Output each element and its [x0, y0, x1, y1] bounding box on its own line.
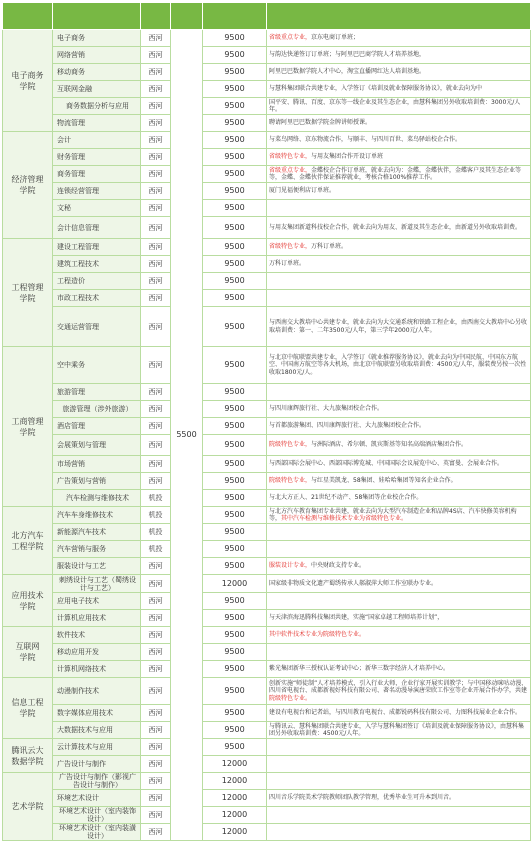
table-row: [3, 524, 531, 541]
note-highlight: 省级特色专业，: [269, 153, 312, 161]
major-name: 软件技术: [53, 627, 141, 644]
note-text: 创新实施“师徒制”人才培养模式，引入行业大师，企业行家开展实训教学；与中国移动咪咕动漫、四川省电视台、成都新视好科技有限公司、著名动漫导演唐荣欣工作室等企业开展合作办学，共建: [269, 679, 528, 695]
fee-cell: 12000: [203, 575, 267, 593]
note-cell: [267, 239, 531, 256]
fee-cell: 12000: [203, 824, 267, 841]
major-name: 环境艺术设计（室内装饰设计）: [53, 807, 141, 824]
major-name: 网络营销: [53, 47, 141, 64]
col-header-major: [53, 3, 141, 30]
major-name: 互联网金融: [53, 81, 141, 98]
campus-cell: 西河: [141, 239, 171, 256]
major-name: 广告设计与制作（影视广告设计与制作）: [53, 773, 141, 790]
note-highlight: 其中汽车检测与维修技术专业为省级特色专业。: [281, 515, 408, 522]
note-highlight: 其中软件技术专业为院级特色专业。: [269, 631, 366, 639]
table-row: [3, 739, 531, 756]
note-highlight: 院级特色专业，: [269, 477, 312, 485]
note-text: 万科订单班。: [269, 260, 306, 268]
table-row: [3, 541, 531, 558]
fee-cell: 9500: [203, 627, 267, 644]
admissions-table: [2, 2, 531, 841]
note-cell: [267, 307, 531, 347]
fee-cell: 12000: [203, 756, 267, 773]
campus-cell: 西河: [141, 98, 171, 115]
table-row: [3, 773, 531, 790]
note-cell: [267, 200, 531, 217]
campus-cell: 西河: [141, 200, 171, 217]
major-name: 汽车车身维修技术: [53, 507, 141, 524]
fee-cell: 9500: [203, 200, 267, 217]
major-name: 应用电子技术: [53, 593, 141, 610]
campus-cell: 西河: [141, 627, 171, 644]
col-header-campus: [141, 3, 171, 30]
table-row: [3, 756, 531, 773]
campus-cell: 西河: [141, 290, 171, 307]
campus-cell: 西河: [141, 384, 171, 401]
note-cell: [267, 678, 531, 705]
note-text: 中央财政支持专业。: [311, 562, 366, 570]
fee-cell: 9500: [203, 347, 267, 384]
fee-cell: 9500: [203, 401, 267, 418]
col-header-note: [267, 3, 531, 30]
note-cell: [267, 507, 531, 524]
table-row: [3, 256, 531, 273]
note-text: 国平安、腾讯、百度、京东等一线企业及其生态企业，由慧科集团另外收取培训费：3000元/人年。: [269, 98, 521, 113]
note-cell: [267, 217, 531, 239]
major-name: 汽车营销与服务: [53, 541, 141, 558]
table-row: [3, 705, 531, 722]
major-name: 市政工程技术: [53, 290, 141, 307]
fee-cell: 9500: [203, 273, 267, 290]
college-name: 腾讯云大 数据学院: [3, 739, 53, 773]
table-row: [3, 217, 531, 239]
campus-cell: 西河: [141, 456, 171, 473]
table-row: [3, 81, 531, 98]
fee-cell: 9500: [203, 239, 267, 256]
note-text: 与西部国际会展中心、西部国际博览城、中国国际会议展览中心、英富曼、会展业合作。: [269, 460, 504, 468]
note-text: 金蝶校企合作订单班，就业去向为：金蝶，金蝶伙伴，金蝶客户及其生态企业等等，金蝶、金蝶伙伴保证推荐就业，考核合格100%推荐工作。: [269, 166, 522, 181]
college-name: 工程管理 学院: [3, 239, 53, 347]
major-name: 建筑工程技术: [53, 256, 141, 273]
major-name: 物流管理: [53, 115, 141, 132]
note-text: 与慧科集团联合共建专业，入学签订《培训及就业保障服务协议》，就业去向为中: [269, 85, 483, 93]
major-name: 动漫制作技术: [53, 678, 141, 705]
fee-cell: 9500: [203, 183, 267, 200]
major-name: 会计信息管理: [53, 217, 141, 239]
fee-cell: 9500: [203, 290, 267, 307]
campus-cell: 机投: [141, 507, 171, 524]
fee-cell: 9500: [203, 661, 267, 678]
table-row: [3, 593, 531, 610]
campus-cell: 西河: [141, 739, 171, 756]
fee-cell: 9500: [203, 256, 267, 273]
note-cell: [267, 722, 531, 739]
campus-cell: 西河: [141, 256, 171, 273]
major-name: 电子商务: [53, 30, 141, 47]
note-cell: [267, 524, 531, 541]
college-name: 应用技术 学院: [3, 575, 53, 627]
campus-cell: 西河: [141, 644, 171, 661]
note-text: 与腾讯云、慧科集团联合共建专业，入学与慧科集团签订《培训及就业保障服务协议》，由慧科集团另外收取培训费：4500元/人年。: [269, 722, 525, 737]
major-name: 商务管理: [53, 166, 141, 183]
table-row: [3, 30, 531, 47]
fee-cell: 9500: [203, 739, 267, 756]
note-cell: [267, 661, 531, 678]
major-name: 移动商务: [53, 64, 141, 81]
note-cell: [267, 773, 531, 790]
college-name: 互联网 学院: [3, 627, 53, 678]
table-row: [3, 166, 531, 183]
note-highlight: 省级重点专业，: [269, 166, 312, 174]
note-text: 与韵达快递签订订单班；与阿里巴巴商学院人才培养基地，: [269, 51, 426, 59]
major-name: 数字媒体应用技术: [53, 705, 141, 722]
table-row: [3, 418, 531, 435]
table-row: [3, 644, 531, 661]
table-row: [3, 661, 531, 678]
note-cell: [267, 290, 531, 307]
note-cell: [267, 627, 531, 644]
note-cell: [267, 807, 531, 824]
table-row: [3, 824, 531, 841]
note-highlight: 院级特色专业。: [269, 694, 312, 702]
major-name: 计算机网络技术: [53, 661, 141, 678]
note-cell: [267, 644, 531, 661]
major-name: 酒店管理: [53, 418, 141, 435]
major-name: 广告策划与营销: [53, 473, 141, 490]
note-text: 阿里巴巴数据学院人才中心，淘宝直播网红达人培训基地。: [269, 68, 426, 76]
campus-cell: 西河: [141, 678, 171, 705]
table-row: [3, 290, 531, 307]
table-row: [3, 47, 531, 64]
fee-cell: 12000: [203, 807, 267, 824]
major-name: 会计: [53, 132, 141, 149]
major-name: 大数据技术与应用: [53, 722, 141, 739]
note-text: 京东电商订单班；: [311, 34, 360, 42]
major-name: 移动应用开发: [53, 644, 141, 661]
major-name: 旅游管理（涉外旅游）: [53, 401, 141, 418]
campus-cell: 西河: [141, 473, 171, 490]
fee-cell: 9500: [203, 456, 267, 473]
fee-cell: 9500: [203, 524, 267, 541]
note-cell: [267, 435, 531, 456]
campus-cell: 西河: [141, 347, 171, 384]
table-header-row: [3, 3, 531, 30]
major-name: 旅游管理: [53, 384, 141, 401]
note-text: 与首都旅游集团、四川康辉旅行社、大九旅集团校企合作。: [269, 422, 426, 430]
campus-cell: 西河: [141, 824, 171, 841]
note-text: 与用友集团新道科技校企合作，就业去向为用友、新道及其生态企业，由新道另外收取培训费。: [269, 223, 522, 231]
table-row: [3, 115, 531, 132]
major-name: 建设工程管理: [53, 239, 141, 256]
col-header-quota: [171, 3, 203, 30]
note-cell: [267, 593, 531, 610]
fee-cell: 9500: [203, 307, 267, 347]
note-cell: [267, 401, 531, 418]
note-text: 与北京中航联盟共建专业，入学签订《就业推荐服务协议》，就业去向为中国民航、中国东方航空、中国南方航空等各大机场，由北京中航联盟另收取培训费：4500元/人年，服装费另按一次性收取1800元/人。: [269, 353, 527, 376]
note-cell: [267, 81, 531, 98]
table-row: [3, 575, 531, 593]
note-cell: [267, 47, 531, 64]
fee-cell: 9500: [203, 558, 267, 575]
fee-cell: 9500: [203, 678, 267, 705]
major-name: 交通运营管理: [53, 307, 141, 347]
note-highlight: 省级特色专业，: [269, 243, 312, 251]
fee-cell: 9500: [203, 541, 267, 558]
campus-cell: 西河: [141, 705, 171, 722]
table-row: [3, 678, 531, 705]
table-row: [3, 558, 531, 575]
note-text: 与四川康辉旅行社、大九旅集团校企合作。: [269, 405, 384, 413]
table-row: [3, 98, 531, 115]
table-row: [3, 347, 531, 384]
table-row: [3, 610, 531, 627]
major-name: 会展策划与管理: [53, 435, 141, 456]
major-name: 文秘: [53, 200, 141, 217]
note-text: 与用友集团合作开设订单班: [311, 153, 384, 161]
major-name: 环境艺术设计: [53, 790, 141, 807]
fee-cell: 9500: [203, 217, 267, 239]
note-cell: [267, 756, 531, 773]
table-row: [3, 183, 531, 200]
note-cell: [267, 558, 531, 575]
fee-cell: 9500: [203, 610, 267, 627]
note-cell: [267, 824, 531, 841]
college-name: 经济管理 学院: [3, 132, 53, 239]
fee-cell: 12000: [203, 773, 267, 790]
note-cell: [267, 183, 531, 200]
campus-cell: 西河: [141, 47, 171, 64]
note-highlight: 院级特色专业，: [269, 441, 312, 449]
note-cell: [267, 384, 531, 401]
table-row: [3, 790, 531, 807]
note-cell: [267, 705, 531, 722]
table-row: [3, 627, 531, 644]
fee-cell: 9500: [203, 384, 267, 401]
fee-cell: 9500: [203, 593, 267, 610]
note-text: 紫光集团新华三授权认证考试中心；新华三数字经济人才培养中心。: [269, 665, 450, 673]
table-row: [3, 384, 531, 401]
campus-cell: 西河: [141, 418, 171, 435]
campus-cell: 西河: [141, 149, 171, 166]
fee-cell: 9500: [203, 435, 267, 456]
table-row: [3, 456, 531, 473]
campus-cell: 西河: [141, 593, 171, 610]
table-row: [3, 807, 531, 824]
note-cell: [267, 98, 531, 115]
note-text: 厦门见福便利店订单班。: [269, 187, 336, 195]
fee-cell: 9500: [203, 115, 267, 132]
college-name: 电子商务 学院: [3, 30, 53, 132]
note-cell: [267, 790, 531, 807]
fee-cell: 9500: [203, 98, 267, 115]
fee-cell: 9500: [203, 30, 267, 47]
campus-cell: 西河: [141, 307, 171, 347]
note-text: 四川音乐学院美术学院教师团队教学管理，优秀毕业生可升本到川音。: [269, 794, 456, 802]
note-cell: [267, 541, 531, 558]
fee-cell: 9500: [203, 64, 267, 81]
table-row: [3, 401, 531, 418]
fee-cell: 9500: [203, 132, 267, 149]
note-text: 与红星美凯龙、58集团、娃哈哈集团等知名企业合作。: [311, 477, 457, 485]
note-cell: [267, 64, 531, 81]
note-text: 聘请阿里巴巴数据学院金牌讲师授课。: [269, 119, 372, 127]
campus-cell: 西河: [141, 722, 171, 739]
major-name: 计算机应用技术: [53, 610, 141, 627]
campus-cell: 西河: [141, 217, 171, 239]
campus-cell: 西河: [141, 661, 171, 678]
note-text: 与西南交大教培中心共建专业，就业去向为大交通系统和铁路工程企业，由西南交大教培中心另收取培训费：第一、二年3500元/人年，第三学年2000元/人年。: [269, 319, 528, 334]
table-row: [3, 307, 531, 347]
note-cell: [267, 610, 531, 627]
college-name: 信息工程 学院: [3, 678, 53, 739]
major-name: 市场营销: [53, 456, 141, 473]
note-cell: [267, 575, 531, 593]
major-name: 连锁经营管理: [53, 183, 141, 200]
table-row: [3, 200, 531, 217]
major-name: 财务管理: [53, 149, 141, 166]
major-name: 广告设计与制作: [53, 756, 141, 773]
campus-cell: 机投: [141, 490, 171, 507]
campus-cell: 西河: [141, 756, 171, 773]
campus-cell: 西河: [141, 183, 171, 200]
table-row: [3, 473, 531, 490]
note-cell: [267, 490, 531, 507]
college-name: 艺术学院: [3, 773, 53, 841]
fee-cell: 9500: [203, 705, 267, 722]
fee-cell: 9500: [203, 418, 267, 435]
campus-cell: 西河: [141, 273, 171, 290]
note-cell: [267, 256, 531, 273]
fee-cell: 9500: [203, 722, 267, 739]
campus-cell: 西河: [141, 558, 171, 575]
major-name: 环境艺术设计（室内装潢设计）: [53, 824, 141, 841]
campus-cell: 西河: [141, 610, 171, 627]
table-row: [3, 64, 531, 81]
table-row: [3, 507, 531, 524]
table-row: [3, 435, 531, 456]
note-cell: [267, 30, 531, 47]
major-name: 商务数据分析与应用: [53, 98, 141, 115]
note-cell: [267, 132, 531, 149]
campus-cell: 西河: [141, 115, 171, 132]
fee-cell: 9500: [203, 81, 267, 98]
fee-cell: 12000: [203, 790, 267, 807]
college-name: 北方汽车 工程学院: [3, 507, 53, 575]
campus-cell: 西河: [141, 30, 171, 47]
fee-cell: 9500: [203, 644, 267, 661]
note-cell: [267, 166, 531, 183]
note-text: 与天津滨海迅腾科技集团共建，实施“国家卓越工程师培养计划”，: [269, 614, 444, 622]
campus-cell: 机投: [141, 524, 171, 541]
note-cell: [267, 115, 531, 132]
note-cell: [267, 739, 531, 756]
campus-cell: 西河: [141, 790, 171, 807]
note-text: 国家级非物质文化遗产蜀绣传承人郝淑萍大师工作室联办专业。: [269, 579, 438, 587]
campus-cell: 机投: [141, 541, 171, 558]
table-row: [3, 273, 531, 290]
note-cell: [267, 473, 531, 490]
major-name: 云计算技术与应用: [53, 739, 141, 756]
quota-total: 5500: [171, 30, 203, 841]
fee-cell: 9500: [203, 149, 267, 166]
major-name: 刺绣设计与工艺（蜀绣设计与工艺）: [53, 575, 141, 593]
col-header-fee: [203, 3, 267, 30]
note-text: 与北大方正人、21世纪不动产、58集团等企业校企合作。: [269, 494, 423, 502]
fee-cell: 9500: [203, 166, 267, 183]
major-name: 新能源汽车技术: [53, 524, 141, 541]
note-highlight: 服装设计专业，: [269, 562, 312, 570]
note-cell: [267, 149, 531, 166]
note-cell: [267, 347, 531, 384]
table-row: [3, 239, 531, 256]
col-header-college: [3, 3, 53, 30]
fee-cell: 9500: [203, 473, 267, 490]
campus-cell: 西河: [141, 64, 171, 81]
campus-cell: 西河: [141, 401, 171, 418]
note-text: 建设有电视台和记者站，与四川教育电视台、成都锐码科技有限公司、力图科技展业企业合作。: [269, 709, 522, 717]
campus-cell: 西河: [141, 132, 171, 149]
note-text: 与菜鸟网络、京东物流合作，与顺丰、与四川百世、菜鸟驿站校企合作。: [269, 136, 462, 144]
campus-cell: 西河: [141, 575, 171, 593]
major-name: 汽车检测与维修技术: [53, 490, 141, 507]
campus-cell: 西河: [141, 81, 171, 98]
major-name: 服装设计与工艺: [53, 558, 141, 575]
table-row: [3, 132, 531, 149]
note-cell: [267, 418, 531, 435]
note-cell: [267, 273, 531, 290]
note-text: 与洲际酒店、希尔顿、凯宾斯基等知名高端酒店集团合作。: [311, 441, 468, 449]
table-row: [3, 722, 531, 739]
campus-cell: 西河: [141, 807, 171, 824]
fee-cell: 9500: [203, 47, 267, 64]
note-text: 万科订单班。: [311, 243, 348, 251]
campus-cell: 西河: [141, 166, 171, 183]
note-text: 与北方汽车教育集团专业共建，就业去向为大型汽车制造企业和品牌4S店、汽车快修美容机构等，: [269, 507, 517, 522]
major-name: 空中乘务: [53, 347, 141, 384]
fee-cell: 9500: [203, 507, 267, 524]
campus-cell: 西河: [141, 773, 171, 790]
note-cell: [267, 456, 531, 473]
fee-cell: 9500: [203, 490, 267, 507]
major-name: 工程造价: [53, 273, 141, 290]
college-name: 工商管理 学院: [3, 347, 53, 507]
table-body: [3, 30, 531, 841]
campus-cell: 西河: [141, 435, 171, 456]
note-highlight: 省级重点专业，: [269, 34, 312, 42]
table-row: [3, 149, 531, 166]
table-row: [3, 490, 531, 507]
